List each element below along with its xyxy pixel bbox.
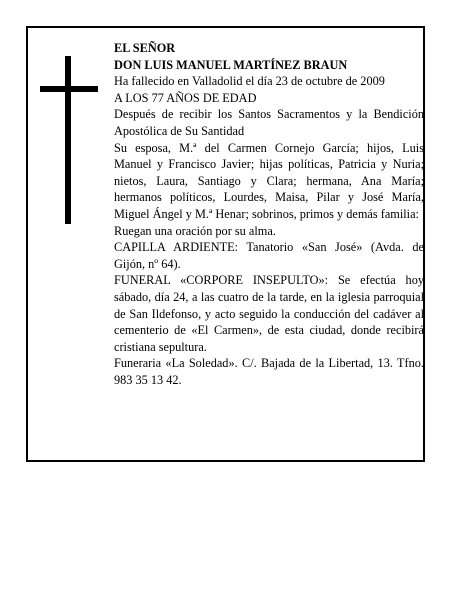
deceased-name: DON LUIS MANUEL MARTÍNEZ BRAUN [114, 57, 348, 72]
funeral-home-paragraph: Funeraria «La Soledad». C/. Bajada de la Libertad, 13. Tfno. 983 35 13 42. [114, 356, 424, 387]
notice-heading-title: EL SEÑOR [114, 41, 176, 55]
latin-cross-icon [40, 56, 98, 226]
cross-horizontal-bar [40, 86, 98, 92]
notice-text [114, 40, 424, 388]
obituary-notice [26, 26, 425, 462]
chapel-paragraph: CAPILLA ARDIENTE: Tanatorio «San José» (Avda. de Gijón, nº 64). [114, 240, 424, 271]
prayer-line: Ruegan una oración por su alma. [114, 223, 276, 238]
age-line: A LOS 77 AÑOS DE EDAD [114, 90, 257, 105]
family-paragraph: Su esposa, M.ª del Carmen Cornejo García; hijos, Luis Manuel y Francisco Javier; hijas políticas, Patricia y Nuria; nietos, Laura, Santiago y Clara; hermana, Ana María; hermanos políticos, Lourdes, Maisa, Pilar y José María, Miguel Ángel y M.ª Henar; sobrinos, primos y demás familia: [114, 140, 424, 221]
cross-vertical-bar [65, 56, 71, 224]
death-date-line: Ha fallecido en Valladolid el día 23 de octubre de 2009 [114, 74, 385, 89]
sacraments-paragraph: Después de recibir los Santos Sacramentos y la Bendición Apostólica de Su Santidad [114, 107, 424, 138]
funeral-paragraph: FUNERAL «CORPORE INSEPULTO»: Se efectúa hoy sábado, día 24, a las cuatro de la tarde, en la iglesia parroquial de San Ildefonso, y acto seguido la conducción del cadáver al cementerio de «El Carmen», de esta ciudad, donde recibirá cristiana sepultura. [114, 273, 424, 354]
